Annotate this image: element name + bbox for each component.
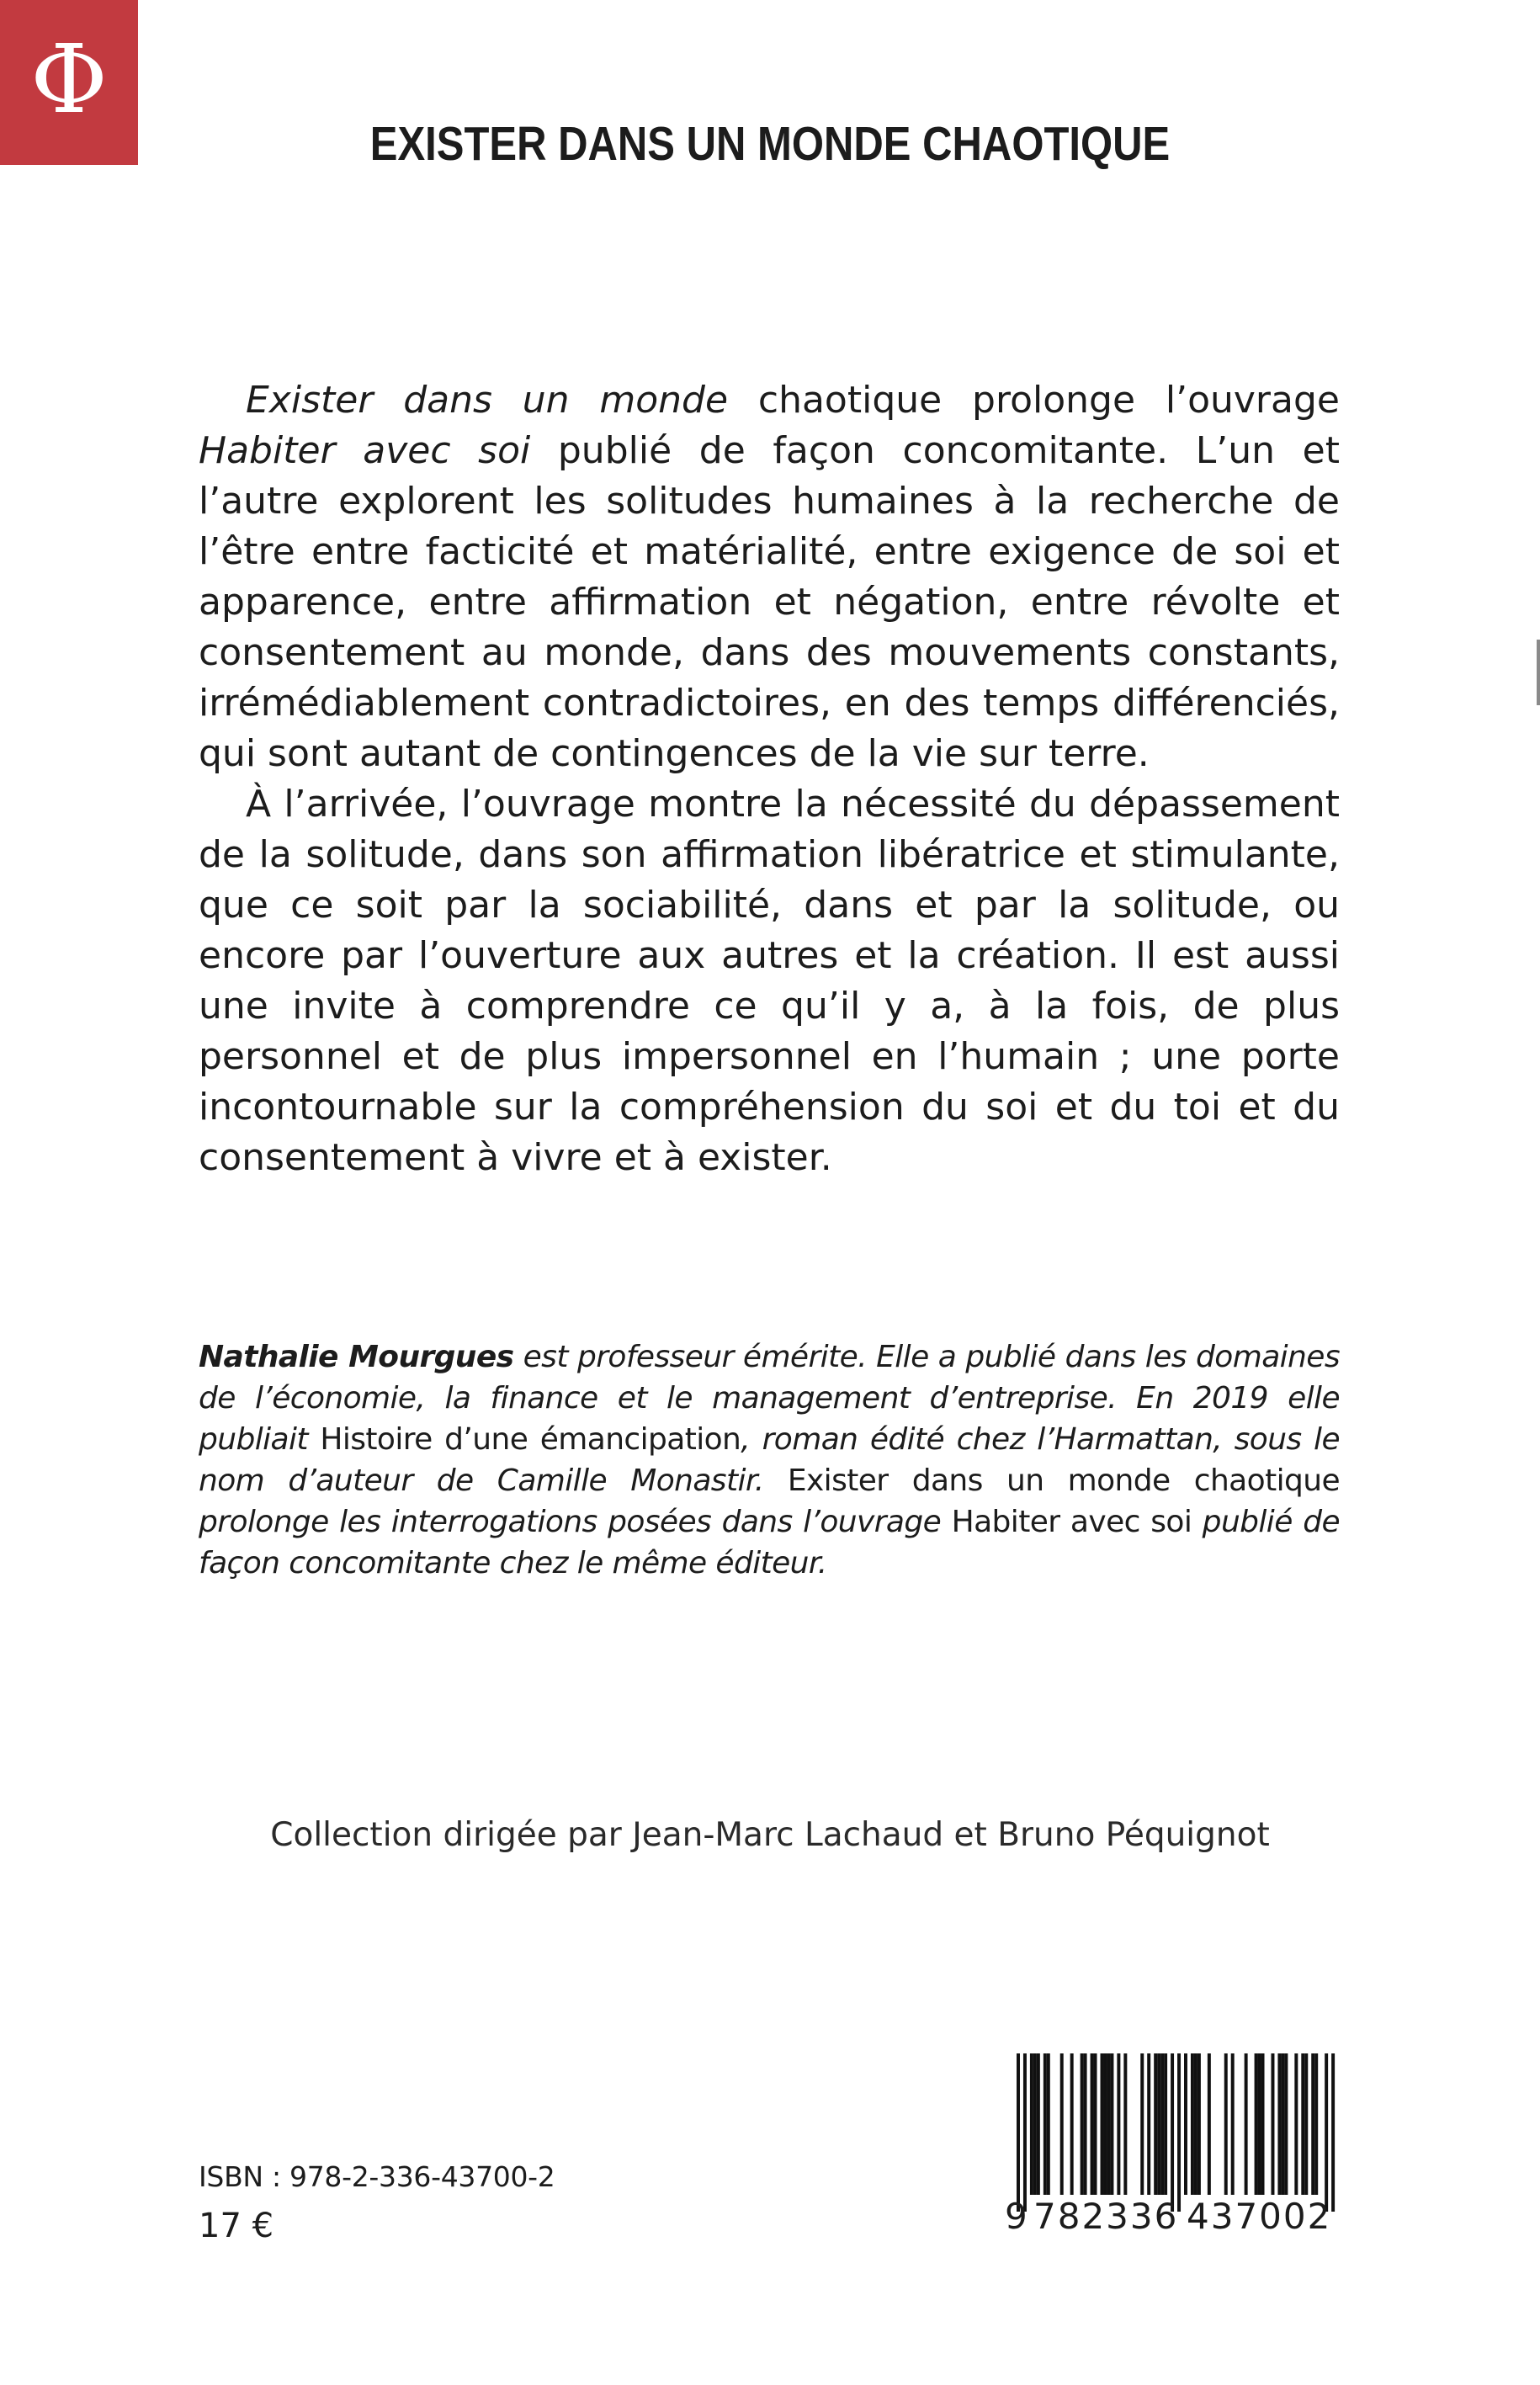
barcode-guard-bar	[1023, 2053, 1027, 2212]
barcode-guard-bar	[1017, 2053, 1020, 2212]
barcode-bar	[1164, 2053, 1167, 2195]
barcode-bar	[1191, 2053, 1194, 2195]
price-label: 17 €	[199, 2207, 274, 2245]
barcode-guard-bar	[1171, 2053, 1174, 2212]
barcode-bar	[1258, 2053, 1261, 2195]
author-bio-text-2: , roman édité chez l’Harmattan, sous le nom d’auteur de Camille Monastir.	[199, 1422, 1340, 1498]
barcode-bar	[1081, 2053, 1084, 2195]
barcode-bar	[1224, 2053, 1228, 2195]
barcode-bar	[1047, 2053, 1050, 2195]
barcode-bar	[1123, 2053, 1127, 2195]
barcode-bar	[1245, 2053, 1248, 2195]
barcode-bar	[1255, 2053, 1258, 2195]
author-book-title-2: Exister dans un monde chaotique	[787, 1463, 1341, 1498]
barcode-bar	[1160, 2053, 1164, 2195]
barcode-guard-bar	[1331, 2053, 1335, 2212]
barcode-bar	[1294, 2053, 1298, 2195]
barcode-bar	[1037, 2053, 1040, 2195]
barcode	[1005, 2053, 1346, 2239]
barcode-bar	[1154, 2053, 1157, 2195]
barcode-bar	[1194, 2053, 1197, 2195]
barcode-bar	[1157, 2053, 1160, 2195]
barcode-bar	[1101, 2053, 1104, 2195]
barcode-bar	[1231, 2053, 1235, 2195]
barcode-bar	[1091, 2053, 1094, 2195]
barcode-bar	[1277, 2053, 1281, 2195]
author-book-title-3: Habiter avec soi	[951, 1505, 1192, 1539]
barcode-guard-bar	[1177, 2053, 1181, 2212]
summary-italic-1: Exister dans un monde	[246, 379, 729, 422]
barcode-bar	[1314, 2053, 1318, 2195]
barcode-bar	[1281, 2053, 1284, 2195]
barcode-bar	[1147, 2053, 1150, 2195]
summary-text-2: publié de façon concomitante. L’un et l’autre explorent les solitudes humaines à la recherche de l’être entre facticité et matérialité, entre exigence de soi et apparence, entre affirmation et négation, entre révolte et consentement au monde, dans des mouvements constants, irrémédiablement contradictoires, en des temps différenciés, qui sont autant de contingences de la vie sur terre.	[199, 429, 1340, 775]
barcode-bar	[1304, 2053, 1308, 2195]
author-bio-text-3: prolonge les interrogations posées dans l’ouvrage	[199, 1505, 952, 1539]
summary-text-1: chaotique prolonge l’ouvrage	[728, 379, 1340, 422]
barcode-bar	[1060, 2053, 1064, 2195]
barcode-bar	[1094, 2053, 1097, 2195]
barcode-bar	[1197, 2053, 1201, 2195]
barcode-bar	[1110, 2053, 1113, 2195]
barcode-bar	[1284, 2053, 1288, 2195]
book-title: EXISTER DANS UN MONDE CHAOTIQUE	[369, 117, 1171, 171]
author-bio-text-4: publié de façon concomitante chez le même éditeur.	[199, 1505, 1340, 1580]
barcode-guard-bar	[1325, 2053, 1328, 2212]
spine-edge-mark	[1537, 640, 1540, 705]
barcode-bar	[1103, 2053, 1107, 2195]
summary-paragraph-1	[199, 375, 1340, 779]
barcode-bar	[1208, 2053, 1211, 2195]
barcode-lead-digit: 9	[1005, 2196, 1028, 2237]
barcode-bar	[1271, 2053, 1274, 2195]
summary-italic-2: Habiter avec soi	[199, 429, 531, 472]
author-bio-text-1: est professeur émérite. Elle a publié dans les domaines de l’économie, la finance et le management d’entreprise. En 2019 elle publiait	[199, 1340, 1340, 1457]
barcode-bar	[1311, 2053, 1314, 2195]
barcode-bar	[1117, 2053, 1120, 2195]
author-name: Nathalie Mourgues	[199, 1340, 514, 1374]
barcode-bar	[1070, 2053, 1074, 2195]
collection-credit: Collection dirigée par Jean-Marc Lachaud et Bruno Péquignot	[270, 1816, 1270, 1854]
barcode-bar	[1184, 2053, 1187, 2195]
isbn-label: ISBN : 978-2-336-43700-2	[199, 2160, 555, 2193]
phi-logo-icon: Φ	[30, 25, 108, 135]
author-book-title-1: Histoire d’une émancipation	[320, 1422, 741, 1457]
barcode-bar	[1140, 2053, 1144, 2195]
barcode-bar	[1030, 2053, 1033, 2195]
book-summary	[199, 375, 1340, 1183]
barcode-bar	[1301, 2053, 1304, 2195]
barcode-bar	[1043, 2053, 1047, 2195]
barcode-digit-group-1: 782336	[1033, 2196, 1179, 2237]
barcode-bar	[1107, 2053, 1110, 2195]
barcode-bar	[1033, 2053, 1037, 2195]
barcode-bar	[1261, 2053, 1265, 2195]
author-bio	[199, 1336, 1340, 1584]
barcode-digit-group-2: 437002	[1187, 2196, 1332, 2237]
barcode-bar	[1084, 2053, 1087, 2195]
author-bio-paragraph	[199, 1336, 1340, 1584]
barcode-digits	[1005, 2195, 1346, 2239]
summary-paragraph-2: À l’arrivée, l’ouvrage montre la nécessité du dépassement de la solitude, dans son affirmation libératrice et stimulante, que ce soit par la sociabilité, dans et par la solitude, ou encore par l’ouverture aux autres et la création. Il est aussi une invite à comprendre ce qu’il y a, à la fois, de plus personnel et de plus impersonnel en l’humain ; une porte incontournable sur la compréhension du soi et du toi et du consentement à vivre et à exister.	[199, 783, 1340, 1179]
